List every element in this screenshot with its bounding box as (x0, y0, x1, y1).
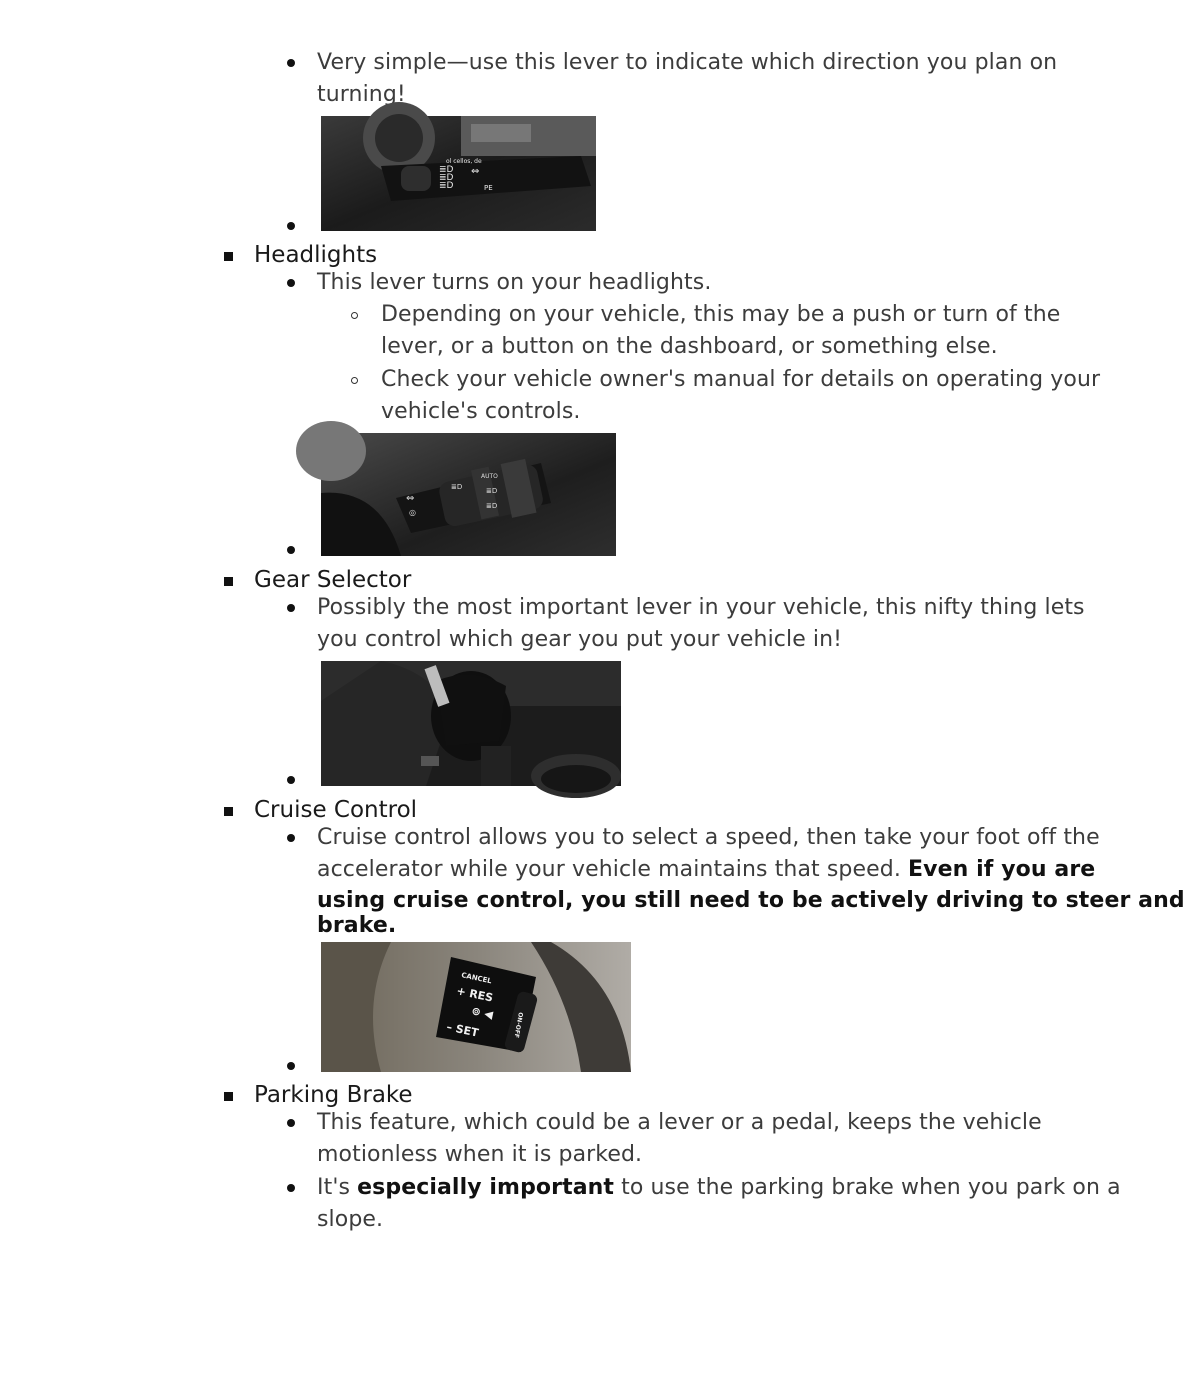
svg-text:≣D: ≣D (486, 502, 498, 510)
headlights-sub1-line2: lever, or a button on the dashboard, or something else. (381, 334, 998, 359)
gear-selector-photo (321, 661, 621, 786)
headlights-sub2-line2: vehicle's controls. (381, 399, 581, 424)
lever-label-set: – SET (445, 1020, 480, 1040)
turn-signal-text-line2: turning! (317, 82, 406, 107)
bullet-dot (287, 834, 295, 842)
parking-brake-text2-bold: especially important (357, 1175, 615, 1200)
parking-brake-text1-line2: motionless when it is parked. (317, 1142, 643, 1167)
cruise-control-text-line2 (317, 854, 1095, 886)
bullet-dot (287, 279, 295, 287)
cruise-control-text-line3: using cruise control, you still need to be actively driving to steer and (317, 888, 1185, 913)
bullet-dot (287, 1119, 295, 1127)
bullet-dot (287, 222, 295, 230)
bullet-dot (287, 59, 295, 67)
svg-text:≣D: ≣D (439, 173, 454, 183)
cruise-control-photo (321, 942, 631, 1072)
parking-brake-text2-line1 (317, 1172, 1121, 1204)
svg-text:⊚ ◀: ⊚ ◀ (470, 1004, 495, 1022)
lever-label-cancel: CANCEL (460, 971, 493, 986)
bullet-dot (287, 1062, 295, 1070)
svg-text:≣D: ≣D (451, 483, 463, 491)
section-square-bullet (224, 807, 233, 816)
headlights-title: Headlights (254, 242, 378, 268)
parking-brake-text2-line2: slope. (317, 1207, 384, 1232)
headlights-text: This lever turns on your headlights. (317, 270, 712, 295)
svg-text:⇔: ⇔ (406, 493, 415, 504)
parking-brake-text2-normal1: It's (317, 1175, 358, 1200)
bullet-dot (287, 604, 295, 612)
sub-bullet-circle (351, 312, 358, 319)
gear-selector-title: Gear Selector (254, 567, 412, 593)
section-square-bullet (224, 1092, 233, 1101)
svg-text:≣D: ≣D (486, 487, 498, 495)
gear-selector-text-line2: you control which gear you put your vehicle in! (317, 627, 843, 652)
parking-brake-text1-line1: This feature, which could be a lever or a pedal, keeps the vehicle (317, 1110, 1042, 1135)
section-square-bullet (224, 577, 233, 586)
svg-text:≣D: ≣D (439, 181, 454, 191)
sub-bullet-circle (351, 377, 358, 384)
section-square-bullet (224, 252, 233, 261)
bullet-dot (287, 776, 295, 784)
cruise-control-title: Cruise Control (254, 797, 418, 823)
turn-signal-text-line1: Very simple—use this lever to indicate which direction you plan on (317, 50, 1058, 75)
lever-label-top: ol cellos, de (446, 158, 482, 165)
svg-text:⇔: ⇔ (471, 166, 480, 177)
lever-label-pe: PE (484, 184, 493, 192)
headlights-lever-photo (321, 433, 616, 556)
bullet-dot (287, 1184, 295, 1192)
headlights-sub1-line1: Depending on your vehicle, this may be a push or turn of the (381, 302, 1061, 327)
cruise-control-text-line1: Cruise control allows you to select a speed, then take your foot off the (317, 825, 1100, 850)
cruise-control-text-bold: Even if you are (908, 857, 1096, 882)
parking-brake-text2-normal2: to use the parking brake when you park on a (614, 1175, 1121, 1200)
svg-text:≣D: ≣D (439, 165, 454, 175)
parking-brake-title: Parking Brake (254, 1082, 413, 1108)
bullet-dot (287, 546, 295, 554)
gear-selector-text-line1: Possibly the most important lever in your vehicle, this nifty thing lets (317, 595, 1085, 620)
svg-text:◎: ◎ (409, 508, 416, 517)
lever-label-auto: AUTO (481, 473, 498, 480)
cruise-control-text-line4: brake. (317, 913, 397, 938)
headlights-sub2-line1: Check your vehicle owner's manual for details on operating your (381, 367, 1101, 392)
cruise-control-text-normal: accelerator while your vehicle maintains that speed. (317, 857, 909, 882)
lever-label-onoff: ON-OFF (512, 1011, 524, 1039)
turn-signal-lever-photo (321, 116, 596, 231)
lever-label-res: + RES (455, 984, 495, 1005)
